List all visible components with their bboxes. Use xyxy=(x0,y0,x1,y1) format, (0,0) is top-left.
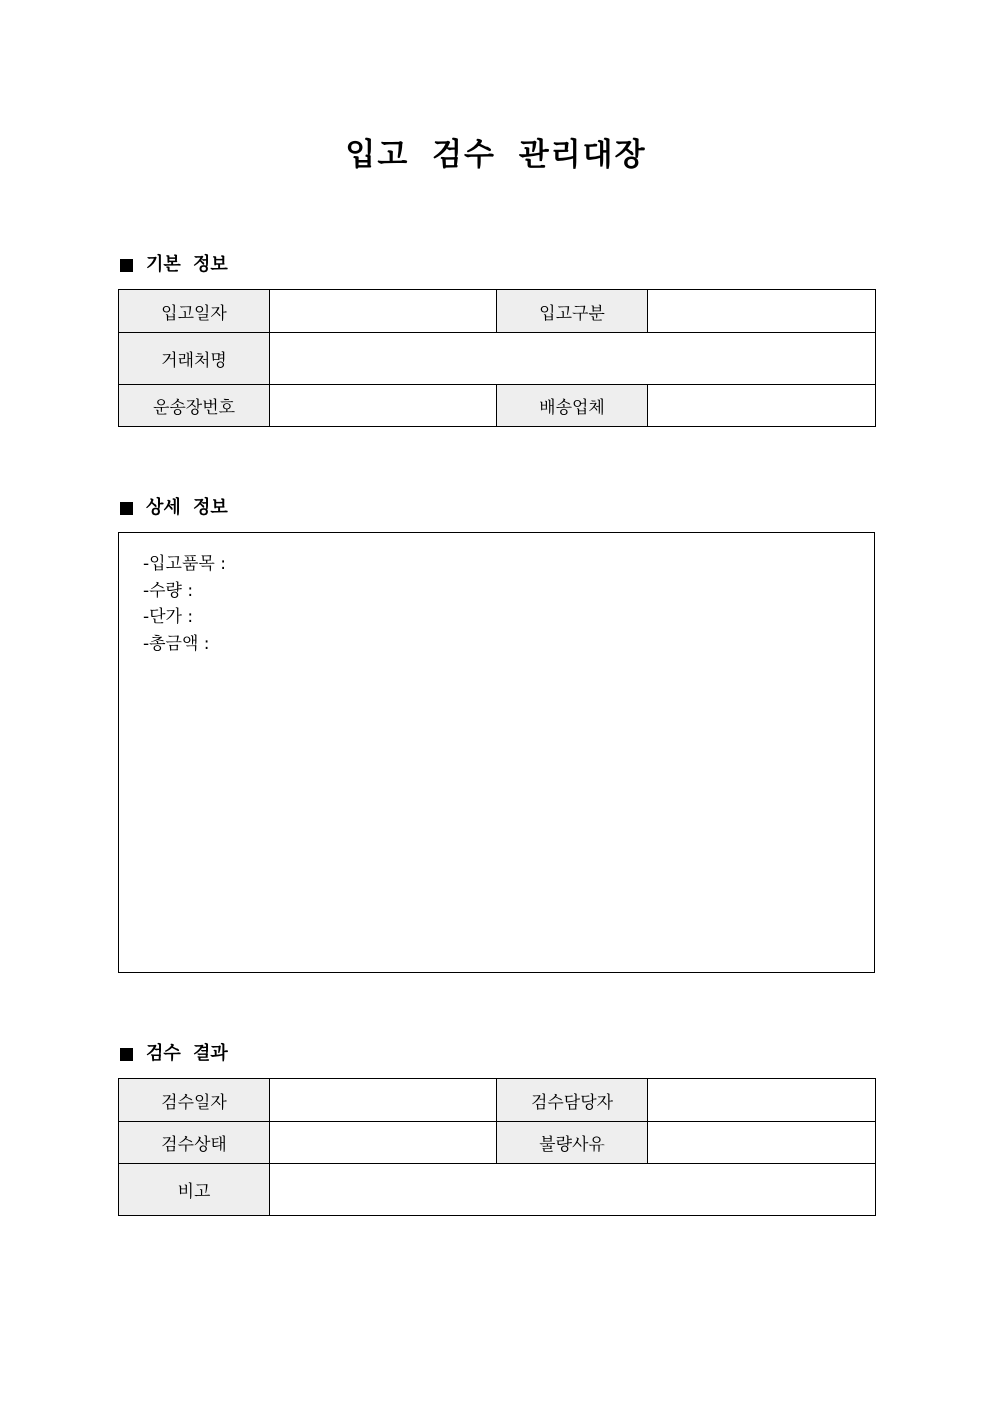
vendor-name-field[interactable] xyxy=(270,333,876,385)
carrier-label: 배송업체 xyxy=(497,385,648,427)
page-title: 입고 검수 관리대장 xyxy=(345,137,647,173)
inspection-status-label: 검수상태 xyxy=(119,1122,270,1164)
section-heading-basic-info xyxy=(118,253,228,277)
basic-info-table xyxy=(118,289,876,427)
detail-line-item: -입고품목 : xyxy=(143,554,226,574)
table-row xyxy=(119,1122,876,1164)
defect-reason-field[interactable] xyxy=(648,1122,876,1164)
detail-lines xyxy=(143,551,226,657)
table-row xyxy=(119,333,876,385)
detail-line-unit-price: -단가 : xyxy=(143,607,194,627)
waybill-number-field[interactable] xyxy=(270,385,497,427)
section-heading-detail-info xyxy=(118,496,228,520)
inspection-status-field[interactable] xyxy=(270,1122,497,1164)
receipt-type-label: 입고구분 xyxy=(497,290,648,333)
vendor-name-label: 거래처명 xyxy=(119,333,270,385)
section-heading-text: 기본 정보 xyxy=(146,254,228,275)
table-row xyxy=(119,1079,876,1122)
inspection-result-table xyxy=(118,1078,876,1216)
receipt-date-field[interactable] xyxy=(270,290,497,333)
detail-line-total-amount: -총금액 : xyxy=(143,633,210,654)
waybill-number-label: 운송장번호 xyxy=(119,385,270,427)
section-heading-inspection-result xyxy=(118,1042,228,1066)
table-row xyxy=(119,290,876,333)
inspection-date-field[interactable] xyxy=(270,1079,497,1122)
square-bullet-icon xyxy=(120,259,133,272)
inspector-label: 검수담당자 xyxy=(497,1079,648,1122)
section-heading-text: 상세 정보 xyxy=(146,497,228,518)
inspection-date-label: 검수일자 xyxy=(119,1079,270,1122)
remarks-label: 비고 xyxy=(119,1164,270,1216)
table-row xyxy=(119,1164,876,1216)
detail-line-quantity: -수량 : xyxy=(143,580,194,601)
carrier-field[interactable] xyxy=(648,385,876,427)
table-row xyxy=(119,385,876,427)
receipt-date-label: 입고일자 xyxy=(119,290,270,333)
receipt-type-field[interactable] xyxy=(648,290,876,333)
square-bullet-icon xyxy=(120,1048,133,1061)
remarks-field[interactable] xyxy=(270,1164,876,1216)
detail-info-box[interactable] xyxy=(118,532,875,973)
section-heading-text: 검수 결과 xyxy=(146,1043,228,1064)
square-bullet-icon xyxy=(120,502,133,515)
defect-reason-label: 불량사유 xyxy=(497,1122,648,1164)
inspector-field[interactable] xyxy=(648,1079,876,1122)
